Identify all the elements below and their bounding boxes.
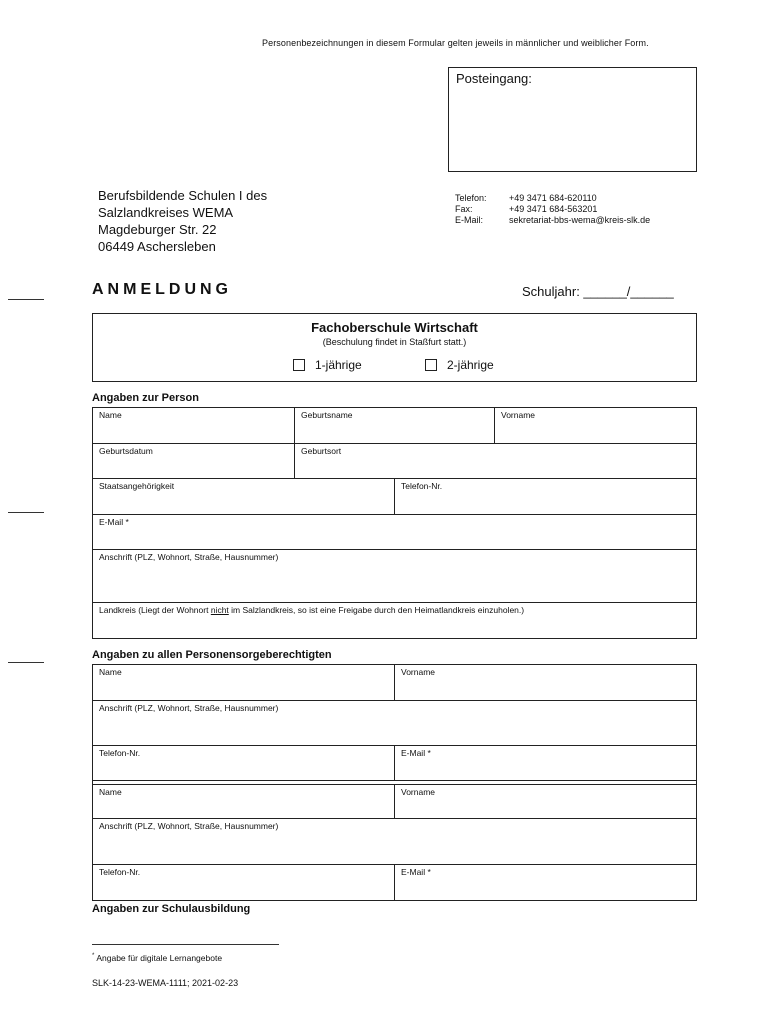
option-two-year[interactable] xyxy=(425,358,494,372)
program-title: Fachoberschule Wirtschaft xyxy=(311,320,478,335)
school-name-line1: Berufsbildende Schulen I des xyxy=(98,188,268,203)
phone-value: +49 3471 684-620110 xyxy=(509,193,597,203)
fold-mark-1 xyxy=(8,299,44,300)
guardian1-name-field[interactable]: Name xyxy=(93,665,395,700)
person-table xyxy=(92,407,697,639)
form-title: ANMELDUNG xyxy=(92,281,232,298)
document-id: SLK-14-23-WEMA-1111; 2021-02-23 xyxy=(92,978,239,988)
guardian1-email-field[interactable]: E-Mail * xyxy=(401,748,431,758)
person-firstname-field[interactable]: Vorname xyxy=(501,410,536,420)
fax-value: +49 3471 684-563201 xyxy=(509,204,598,214)
footnote: * Angabe für digitale Lernangebote xyxy=(92,953,223,963)
email-value: sekretariat-bbs-wema@kreis-slk.de xyxy=(509,215,651,225)
person-phone-field[interactable]: Telefon-Nr. xyxy=(401,481,443,491)
guardian2-email-field[interactable]: E-Mail * xyxy=(401,867,431,877)
guardians-table xyxy=(92,664,697,901)
person-birthname-field[interactable]: Geburtsname xyxy=(295,408,495,443)
school-address xyxy=(98,187,267,255)
school-year-field[interactable]: Schuljahr: ______/______ xyxy=(522,284,674,299)
contact-block xyxy=(455,193,650,226)
person-birthdate-field[interactable]: Geburtsdatum xyxy=(93,444,295,478)
guardian1-address-field[interactable]: Anschrift (PLZ, Wohnort, Straße, Hausnummer) xyxy=(99,703,279,713)
person-heading: Angaben zur Person xyxy=(92,392,199,404)
option-one-year[interactable] xyxy=(293,358,362,372)
guardian1-phone-field[interactable]: Telefon-Nr. xyxy=(93,746,395,780)
email-label: E-Mail: xyxy=(455,215,484,225)
checkbox-one-year[interactable] xyxy=(293,359,305,371)
inbox-label: Posteingang: xyxy=(456,71,532,86)
checkbox-two-year[interactable] xyxy=(425,359,437,371)
option-two-year-label: 2-jährige xyxy=(447,358,494,372)
fax-label: Fax: xyxy=(455,204,473,214)
person-address-field[interactable]: Anschrift (PLZ, Wohnort, Straße, Hausnummer) xyxy=(99,552,279,562)
guardian2-address-field[interactable]: Anschrift (PLZ, Wohnort, Straße, Hausnummer) xyxy=(99,821,279,831)
guardian2-phone-field[interactable]: Telefon-Nr. xyxy=(93,865,395,900)
person-name-field[interactable]: Name xyxy=(93,408,295,443)
person-birthplace-field[interactable]: Geburtsort xyxy=(301,446,342,456)
program-box xyxy=(92,313,697,382)
education-heading: Angaben zur Schulausbildung xyxy=(92,903,251,915)
guardians-heading: Angaben zu allen Personensorgeberechtigten xyxy=(92,649,332,661)
footnote-divider xyxy=(92,944,279,945)
fold-mark-3 xyxy=(8,662,44,663)
person-nationality-field[interactable]: Staatsangehörigkeit xyxy=(93,479,395,514)
program-note: (Beschulung findet in Staßfurt statt.) xyxy=(322,337,467,347)
guardian2-firstname-field[interactable]: Vorname xyxy=(401,787,436,797)
school-street: Magdeburger Str. 22 xyxy=(98,222,217,237)
guardian1-firstname-field[interactable]: Vorname xyxy=(401,667,436,677)
school-name-line2: Salzlandkreises WEMA xyxy=(98,205,234,220)
guardian2-name-field[interactable]: Name xyxy=(93,785,395,818)
gender-notice: Personenbezeichnungen in diesem Formular gelten jeweils in männlicher und weiblicher Form. xyxy=(262,38,649,48)
person-email-field[interactable]: E-Mail * xyxy=(99,517,129,527)
fold-mark-2 xyxy=(8,512,44,513)
school-city: 06449 Aschersleben xyxy=(98,239,216,254)
person-district-field[interactable]: Landkreis (Liegt der Wohnort nicht im Salzlandkreis, so ist eine Freigabe durch den Heimatlandkreis einzuholen.) xyxy=(99,605,525,615)
option-one-year-label: 1-jährige xyxy=(315,358,362,372)
phone-label: Telefon: xyxy=(455,193,487,203)
inbox-box xyxy=(448,67,697,172)
